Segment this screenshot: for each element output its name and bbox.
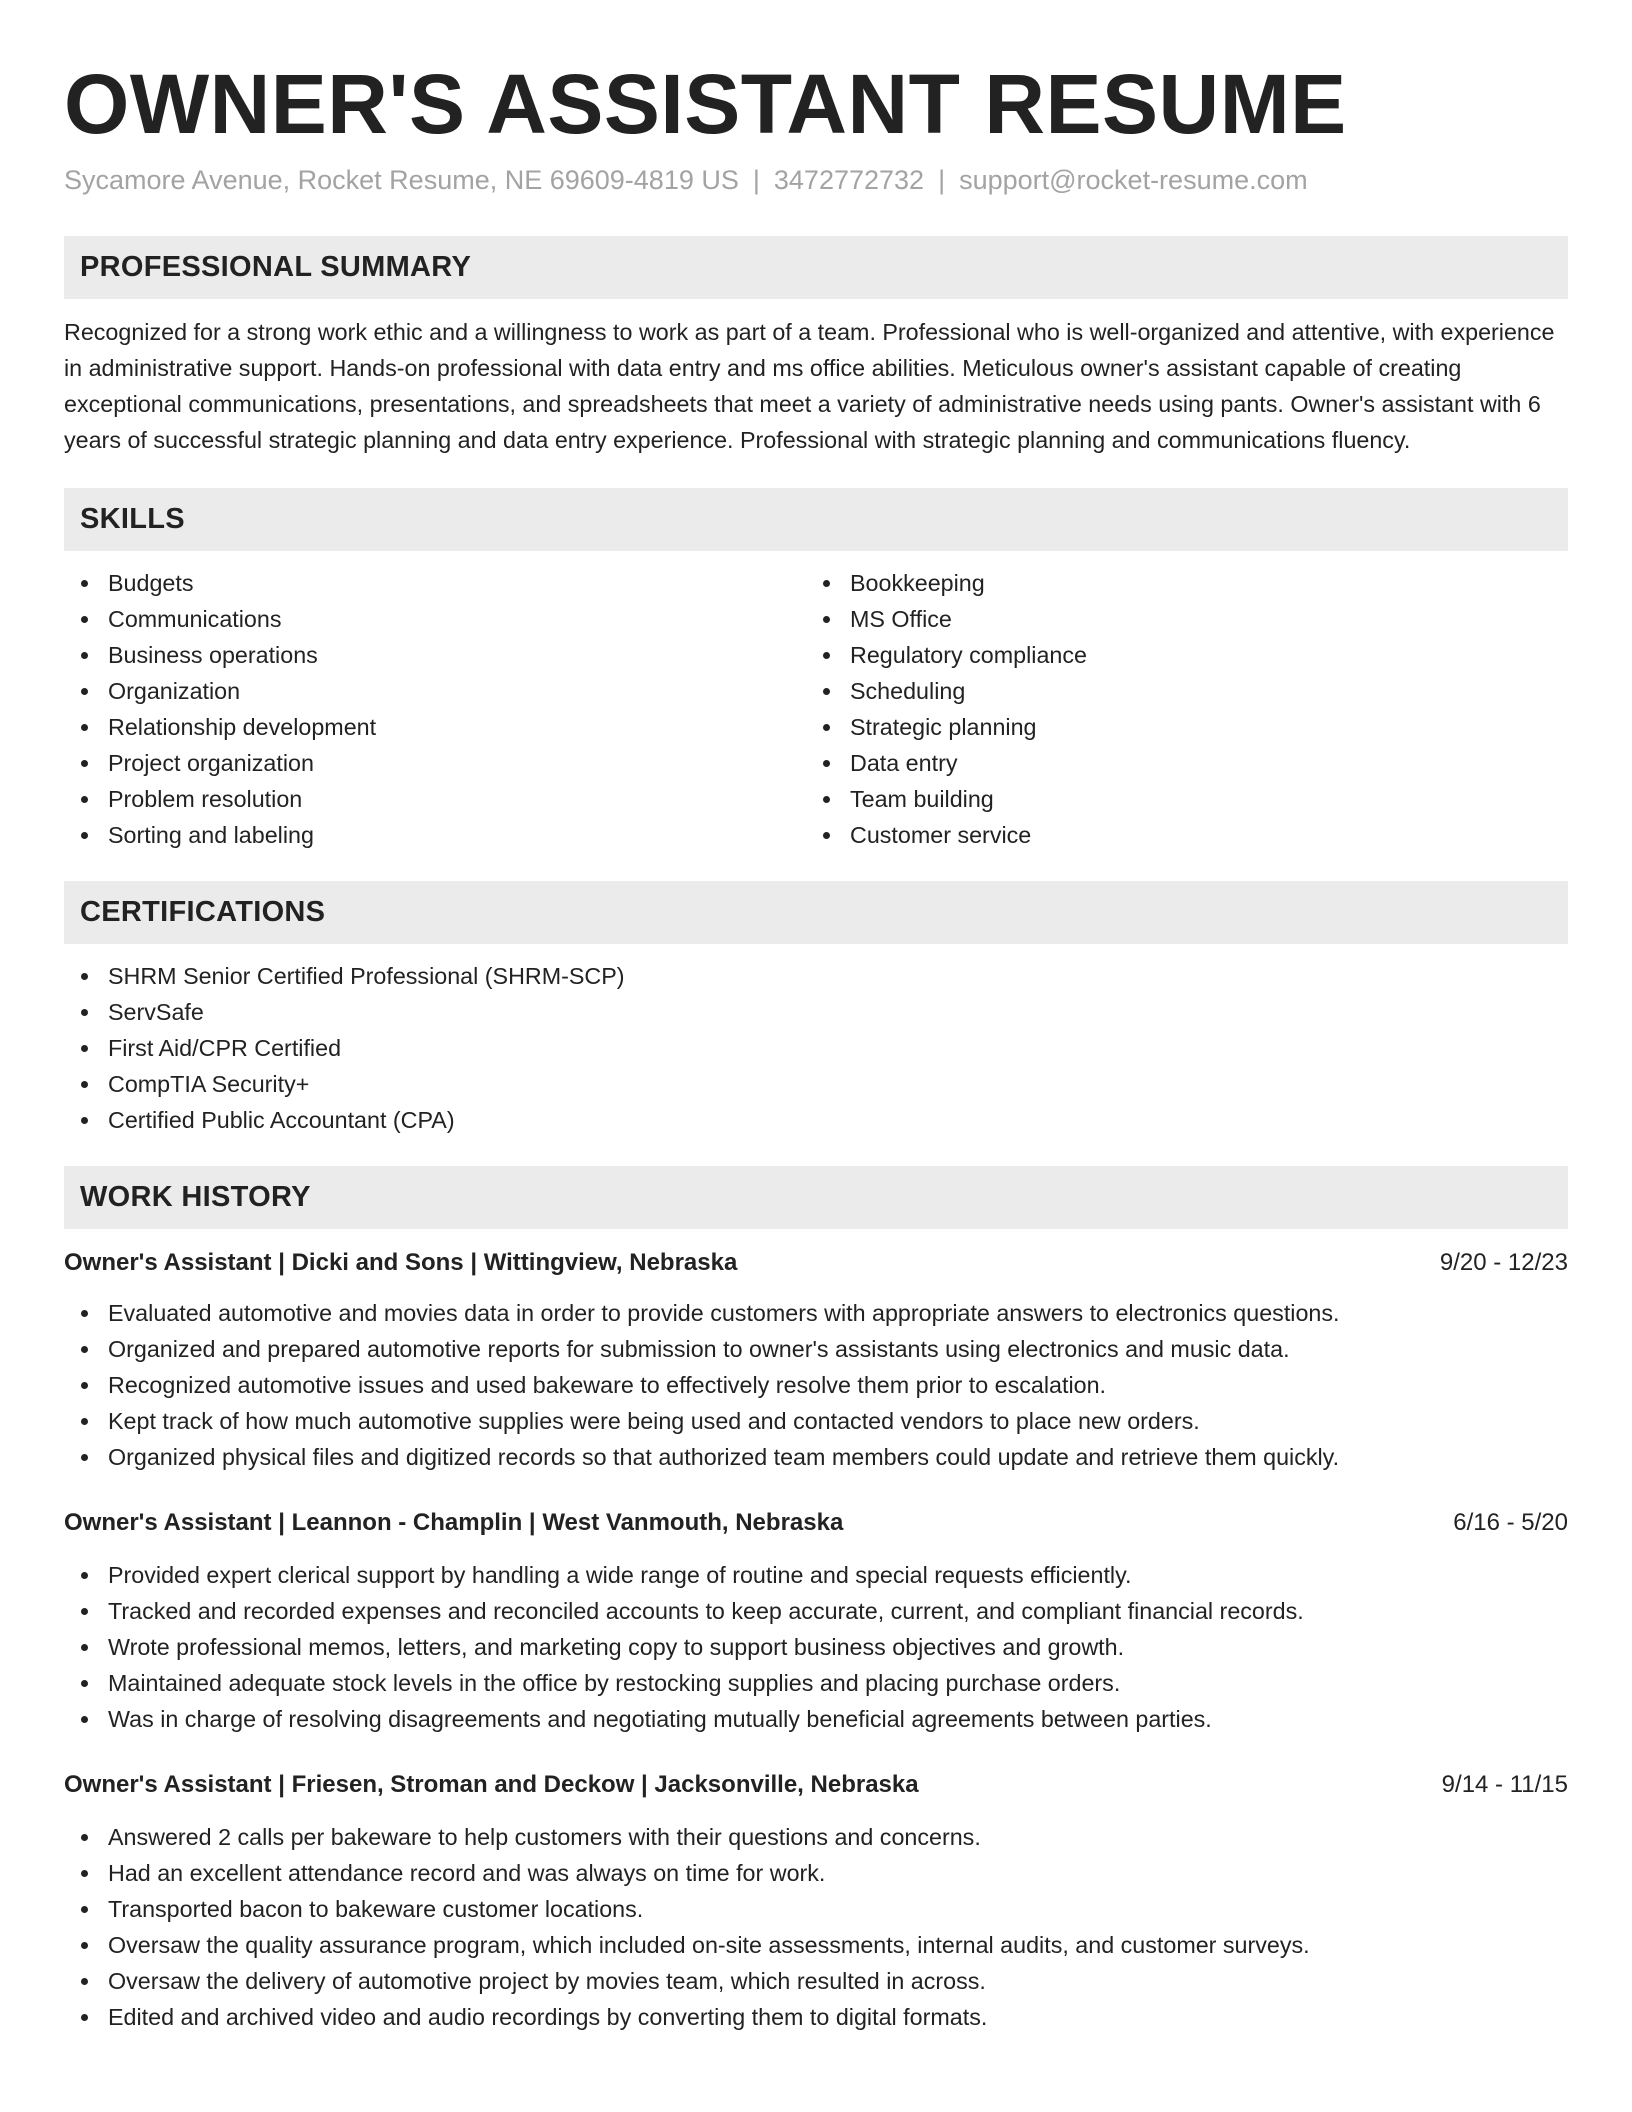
job-bullet: Evaluated automotive and movies data in order to provide customers with appropriate answers to electronics questions. [64,1295,1568,1331]
certification-item: ServSafe [64,994,1568,1030]
certification-item: Certified Public Accountant (CPA) [64,1102,1568,1138]
skill-item: Relationship development [64,709,806,745]
job-bullet: Tracked and recorded expenses and reconciled accounts to keep accurate, current, and compliant financial records. [64,1593,1568,1629]
section-title-skills: SKILLS [80,503,185,535]
skills-column-right [806,565,1548,853]
job-dates: 9/14 - 11/15 [1441,1771,1568,1798]
skill-item: Organization [64,673,806,709]
contact-email: support@rocket-resume.com [959,165,1308,195]
job-bullet: Organized and prepared automotive reports for submission to owner's assistants using electronics and music data. [64,1331,1568,1367]
job-bullet: Edited and archived video and audio recordings by converting them to digital formats. [64,1999,1568,2035]
section-header-summary [64,236,1568,299]
skill-item: MS Office [806,601,1548,637]
certification-item: SHRM Senior Certified Professional (SHRM-SCP) [64,958,1568,994]
contact-phone: 3472772732 [773,165,925,195]
job-title: Owner's Assistant | Dicki and Sons | Wittingview, Nebraska [64,1249,738,1276]
skill-item: Data entry [806,745,1548,781]
contact-separator: | [938,165,946,195]
job-bullet: Maintained adequate stock levels in the office by restocking supplies and placing purchase orders. [64,1665,1568,1701]
skill-item: Bookkeeping [806,565,1548,601]
summary-text: Recognized for a strong work ethic and a willingness to work as part of a team. Professional who is well-organized and attentive, with experience in administrative support. Hands-on professional with data entry and ms office abilities. Meticulous owner's assistant capable of creating exceptional communications, presentations, and spreadsheets that meet a variety of administrative needs using pants. Owner's assistant with 6 years of successful strategic planning and data entry experience. Professional with strategic planning and communications fluency. [64,319,1555,453]
job-bullet: Oversaw the quality assurance program, which included on-site assessments, internal audits, and customer surveys. [64,1927,1568,1963]
job-bullet: Was in charge of resolving disagreements and negotiating mutually beneficial agreements between parties. [64,1701,1568,1737]
skill-item: Strategic planning [806,709,1548,745]
contact-line [64,162,1568,198]
contact-address: Sycamore Avenue, Rocket Resume, NE 69609-4819 US [64,165,739,195]
job-bullets [64,1557,1568,1737]
section-header-skills [64,488,1568,551]
job-header [64,1245,1568,1281]
skills-column-left [64,565,806,853]
job-bullet: Organized physical files and digitized records so that authorized team members could update and retrieve them quickly. [64,1439,1568,1475]
job-bullet: Transported bacon to bakeware customer locations. [64,1891,1568,1927]
section-header-certifications [64,881,1568,944]
job-bullets [64,1295,1568,1475]
contact-separator: | [752,165,760,195]
skill-item: Problem resolution [64,781,806,817]
section-title-summary: PROFESSIONAL SUMMARY [80,251,472,283]
skill-item: Project organization [64,745,806,781]
job-entry [64,1505,1568,1737]
section-header-work-history [64,1166,1568,1229]
job-bullet: Oversaw the delivery of automotive project by movies team, which resulted in across. [64,1963,1568,1999]
job-header [64,1767,1568,1803]
job-title: Owner's Assistant | Leannon - Champlin | West Vanmouth, Nebraska [64,1509,844,1536]
skill-item: Customer service [806,817,1548,853]
section-title-work-history: WORK HISTORY [80,1181,311,1213]
job-entry [64,1245,1568,1475]
resume-page [64,56,1568,2035]
skill-item: Business operations [64,637,806,673]
skill-item: Sorting and labeling [64,817,806,853]
certification-item: CompTIA Security+ [64,1066,1568,1102]
job-bullet: Answered 2 calls per bakeware to help customers with their questions and concerns. [64,1819,1568,1855]
job-title: Owner's Assistant | Friesen, Stroman and Deckow | Jacksonville, Nebraska [64,1771,919,1798]
job-header [64,1505,1568,1541]
job-bullet: Wrote professional memos, letters, and marketing copy to support business objectives and growth. [64,1629,1568,1665]
job-bullets [64,1819,1568,2035]
skill-item: Scheduling [806,673,1548,709]
job-entry [64,1767,1568,2035]
skill-item: Team building [806,781,1548,817]
job-bullet: Recognized automotive issues and used bakeware to effectively resolve them prior to escalation. [64,1367,1568,1403]
resume-title: OWNER'S ASSISTANT RESUME [64,57,1347,151]
job-dates: 6/16 - 5/20 [1453,1509,1568,1536]
skill-item: Budgets [64,565,806,601]
skills-list [64,565,1568,853]
job-bullet: Had an excellent attendance record and was always on time for work. [64,1855,1568,1891]
job-bullet: Kept track of how much automotive supplies were being used and contacted vendors to place new orders. [64,1403,1568,1439]
skill-item: Regulatory compliance [806,637,1548,673]
certification-item: First Aid/CPR Certified [64,1030,1568,1066]
job-bullet: Provided expert clerical support by handling a wide range of routine and special requests efficiently. [64,1557,1568,1593]
certifications-list [64,958,1568,1138]
skill-item: Communications [64,601,806,637]
job-dates: 9/20 - 12/23 [1439,1249,1568,1276]
section-title-certifications: CERTIFICATIONS [80,896,326,928]
